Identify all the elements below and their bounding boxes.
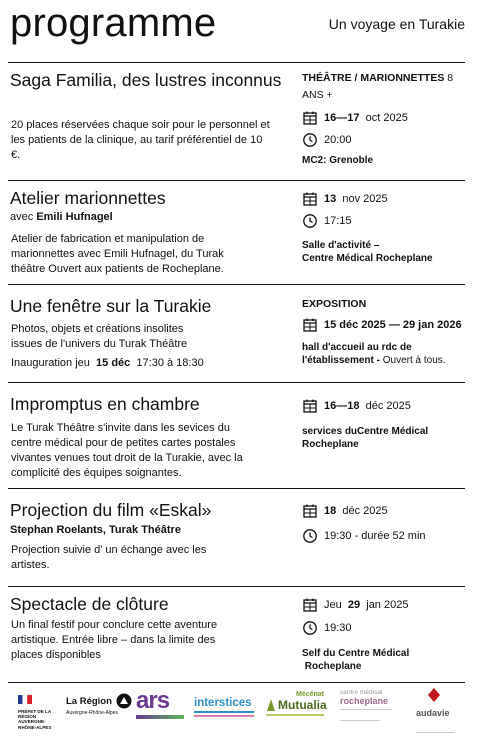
interstices-rule [194,715,254,717]
partner-logos [0,683,485,743]
event-place: Self du Centre Médical Rocheplane [302,648,410,672]
event-category: EXPOSITION [302,298,367,310]
event-details [302,594,472,673]
divider [8,488,465,489]
marianne-flag-icon [18,695,32,704]
event-place: MC2: Grenoble [302,155,374,166]
region-emblem-icon [116,693,132,709]
audavie-logo [416,687,454,733]
event-title: Atelier marionnettes [10,188,166,208]
event-description: Photos, objets et créations insolites issues de l'univers du Turak Théâtre [11,323,188,350]
event-place: services duCentre Médical Rocheplane [302,426,429,450]
event-date: 16—17 oct 2025 [302,107,472,129]
mutualia-emblem-icon [266,698,276,712]
page-title: programme [10,1,217,45]
event-details [302,188,472,265]
calendar-icon [302,597,318,613]
event-time: 19:30 - durée 52 min [302,525,472,547]
region-sub: Auvergne-Rhône-Alpes [66,710,118,716]
region-name: La Région [66,695,112,707]
audavie-emblem-icon [426,687,442,703]
clock-icon [302,132,318,148]
page-subtitle: Un voyage en Turakie [328,16,465,32]
clock-icon [302,213,318,229]
event-date: Jeu 29 jan 2025 [302,594,472,616]
event-place: hall d'accueil au rdc de l'établissement - Ouvert à tous. [302,342,446,366]
event-date: 13 nov 2025 [302,188,472,210]
event-description: Un final festif pour conclure cette aventure artistique. Entrée libre – dans la limite des places disponibles [11,619,218,661]
event-time: 20:00 [302,129,472,151]
ars-text: ars [136,687,170,714]
event-title: Spectacle de clôture [10,594,169,614]
interstices-logo [194,697,254,717]
event-date: 18 déc 2025 [302,500,472,522]
prefet-logo [18,691,62,730]
event-date: 16—18 déc 2025 [302,395,472,417]
event-category: THÉÂTRE / MARIONNETTES 8 ANS + [302,72,454,101]
mutualia-logo [266,691,327,716]
rocheplane-logo [340,689,392,721]
divider [8,62,465,63]
event-description: Atelier de fabrication et manipulation de marionnettes avec Emili Hufnagel, du Turak théâtre Ouvert aux patients de Rocheplane. [11,233,224,275]
rocheplane-rule [340,709,392,710]
divider [8,180,465,181]
event-details [302,70,472,168]
mutualia-top: Mécénat [296,691,325,698]
rocheplane-text: rocheplane [340,696,389,706]
calendar-icon [302,110,318,126]
event-with: avec Emili Hufnagel [10,211,113,223]
event-title: Impromptus en chambre [10,394,200,414]
prefet-label: PRÉFET DE LA RÉGION AUVERGNE- RHÔNE-ALPES [18,709,52,730]
clock-icon [302,528,318,544]
audavie-rule [416,732,454,733]
mutualia-text: Mutualia [278,698,327,712]
event-description: Projection suivie d' un échange avec les artistes. [11,544,207,571]
rocheplane-rule [340,720,380,721]
event-details [302,500,472,547]
ars-bar [136,715,184,719]
calendar-icon [302,398,318,414]
event-description: 20 places réservées chaque soir pour le personnel et les patients de la clinique, au tarif préférentiel de 10 €. [11,119,270,161]
event-title: Projection du film «Eskal» [10,500,212,520]
divider [8,284,465,285]
event-saga-familia [0,62,485,180]
event-atelier-marionnettes [0,180,485,284]
calendar-icon [302,191,318,207]
clock-icon [302,620,318,636]
event-time: 19:30 [302,617,472,639]
region-logo [66,693,132,716]
calendar-icon [302,503,318,519]
event-date: 15 déc 2025 — 29 jan 2026 [302,314,480,336]
interstices-rule [194,711,254,713]
divider [8,586,465,587]
rocheplane-top: centre médical [340,689,383,696]
calendar-icon [302,317,318,333]
event-description: Le Turak Théâtre s'invite dans les sevices du centre médical pour de petites cartes postales vivantes venues tout droit de la Turakie, avec la complicité des équipes soignantes. [11,422,243,479]
event-title: Saga Familia, des lustres inconnus [10,70,282,90]
event-details [302,296,480,367]
event-impromptus [0,382,485,488]
event-spectacle-cloture [0,586,485,682]
event-time: 17:15 [302,210,472,232]
mutualia-rule [266,714,324,716]
interstices-text: interstices [194,697,252,709]
event-details [302,395,472,451]
age-badge: 8 ANS + [302,72,454,101]
event-inauguration: Inauguration jeu 15 déc 17:30 à 18:30 [11,357,204,369]
ars-logo [136,689,184,719]
divider [8,382,465,383]
event-title: Une fenêtre sur la Turakie [10,296,212,316]
event-with: Stephan Roelants, Turak Théâtre [10,524,181,536]
audavie-text: audavie [416,708,450,718]
event-projection-eskal [0,488,485,586]
event-place: Salle d'activité – Centre Médical Rocheplane [302,240,433,264]
event-fenetre-turakie [0,284,485,382]
